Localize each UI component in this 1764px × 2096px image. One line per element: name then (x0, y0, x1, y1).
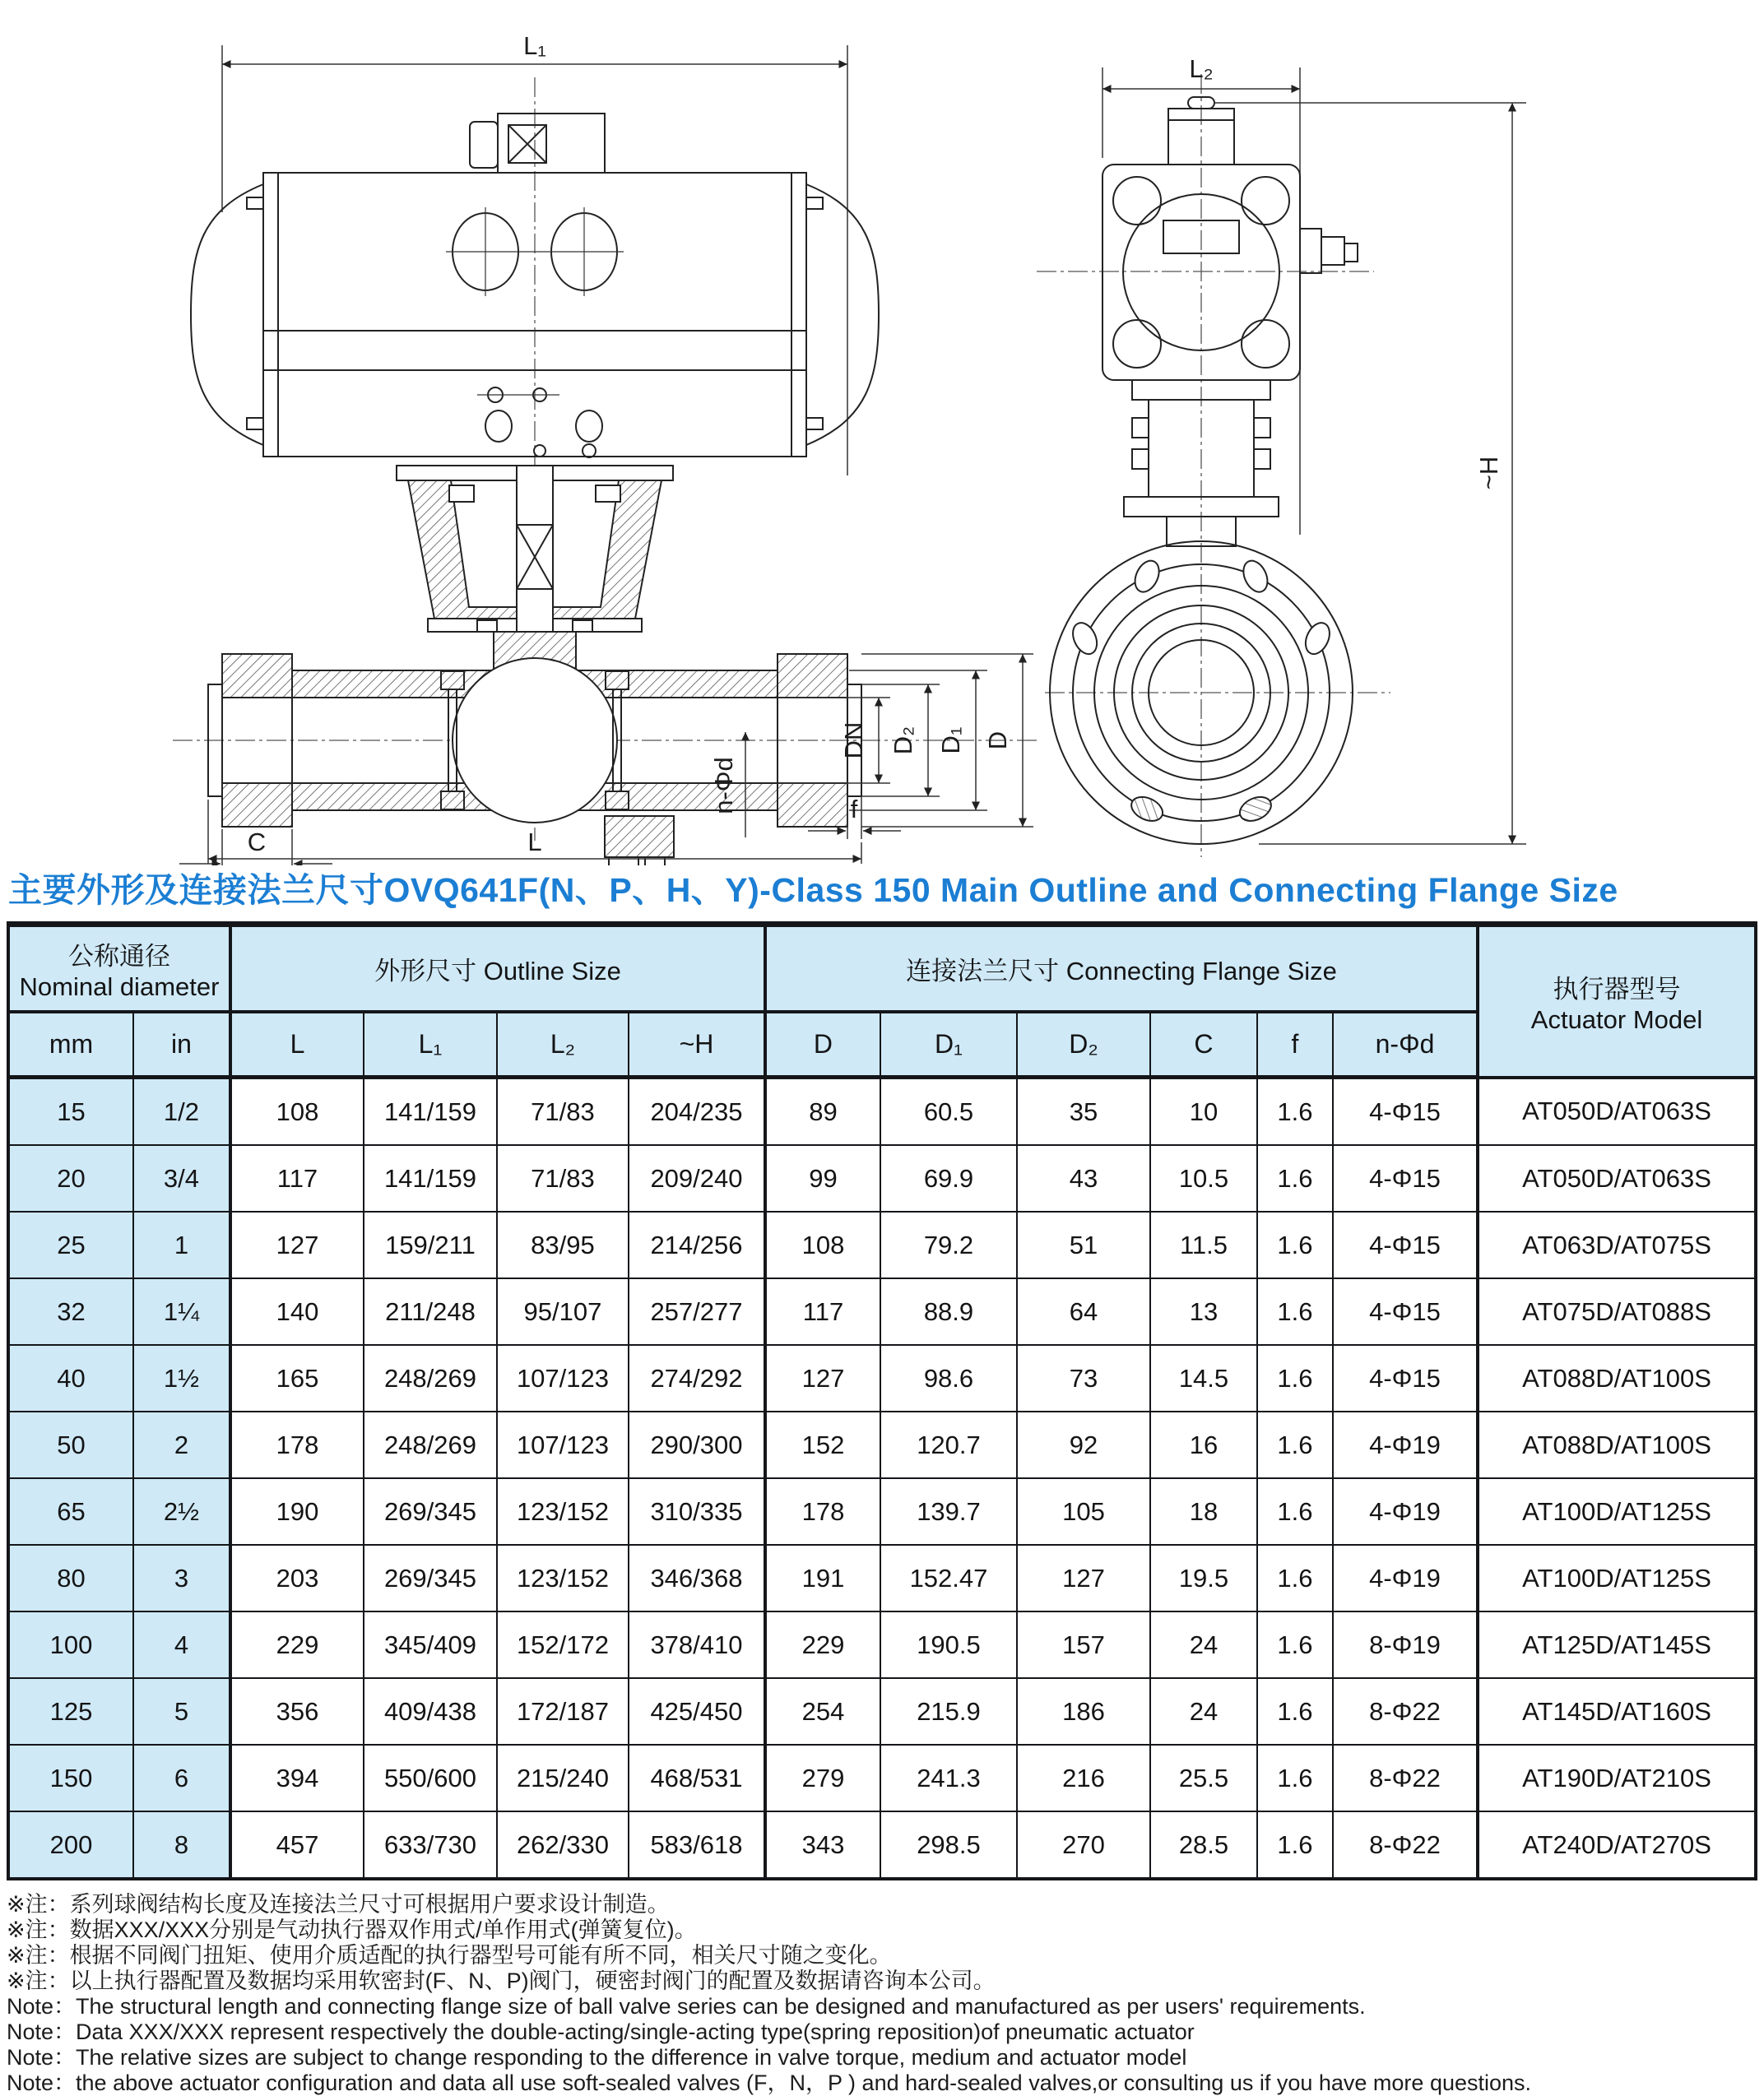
cell-value: 1½ (133, 1345, 230, 1412)
cell-value: 71/83 (497, 1145, 629, 1212)
cell-value: 1.6 (1257, 1278, 1333, 1345)
subheader-mm: mm (8, 1012, 133, 1078)
cell-value: 2½ (133, 1478, 230, 1545)
table-row (8, 1412, 1756, 1478)
cell-value: 79.2 (880, 1212, 1017, 1278)
cell-value: 107/123 (497, 1412, 629, 1478)
cell-value: 290/300 (629, 1412, 765, 1478)
cell-value: 107/123 (497, 1345, 629, 1412)
note-line: ※注：数据XXX/XXX分别是气动执行器双作用式/单作用式(弹簧复位)。 (7, 1917, 697, 1942)
cell-value: 40 (8, 1345, 133, 1412)
cell-value: 88.9 (880, 1278, 1017, 1345)
subheader-D1: D₁ (880, 1012, 1017, 1078)
cell-value: 15 (8, 1078, 133, 1146)
dim-label-n-phi-d: n-Φd (709, 757, 738, 814)
cell-value: 310/335 (629, 1478, 765, 1545)
cell-value: 257/277 (629, 1278, 765, 1345)
cell-value: 98.6 (880, 1345, 1017, 1412)
dim-label-h: ~H (1474, 456, 1503, 490)
cell-value: 105 (1017, 1478, 1150, 1545)
cell-value: 71/83 (497, 1078, 629, 1146)
cell-value: 1.6 (1257, 1212, 1333, 1278)
header-outline-size: 外形尺寸 Outline Size (230, 925, 765, 1012)
cell-value: 18 (1150, 1478, 1257, 1545)
cell-value: 80 (8, 1545, 133, 1611)
bolt-hole (1127, 792, 1166, 825)
cell-value: 425/450 (629, 1678, 765, 1745)
cell-value: 10 (1150, 1078, 1257, 1146)
cell-value: 108 (765, 1212, 880, 1278)
table-row (8, 1478, 1756, 1545)
ball (453, 658, 617, 823)
cell-value: 117 (765, 1278, 880, 1345)
cell-value: 125 (8, 1678, 133, 1745)
cell-value: 262/330 (497, 1811, 629, 1879)
cell-value: 1.6 (1257, 1811, 1333, 1879)
cell-value: 108 (230, 1078, 364, 1146)
cell-value: 1.6 (1257, 1478, 1333, 1545)
bolt-hole (1301, 619, 1334, 657)
cell-value: 141/159 (364, 1145, 497, 1212)
cell-value: 356 (230, 1678, 364, 1745)
cell-value: 186 (1017, 1678, 1150, 1745)
cell-value: 1.6 (1257, 1145, 1333, 1212)
notes-block (7, 1892, 1764, 2096)
cell-value: 35 (1017, 1078, 1150, 1146)
table-row (8, 1278, 1756, 1345)
cell-value: 1¼ (133, 1278, 230, 1345)
table-row (8, 1345, 1756, 1412)
header-actuator-model (1478, 925, 1756, 1078)
cell-actuator-model: AT100D/AT125S (1478, 1478, 1756, 1545)
cell-value: 550/600 (364, 1745, 497, 1811)
cell-value: 409/438 (364, 1678, 497, 1745)
header-nominal-diameter-zh: 公称通径 (67, 941, 170, 971)
cell-value: 89 (765, 1078, 880, 1146)
cell-value: 3 (133, 1545, 230, 1611)
cell-value: 209/240 (629, 1145, 765, 1212)
note-line: Note：The structural length and connecting flange size of ball valve series can be designed and manufactured as per users' requirements. (7, 1994, 1366, 2019)
cell-actuator-model: AT075D/AT088S (1478, 1278, 1756, 1345)
cell-value: 1.6 (1257, 1078, 1333, 1146)
bolt-hole (1068, 619, 1101, 657)
cell-value: 5 (133, 1678, 230, 1745)
dim-label-d: D (983, 730, 1012, 750)
table-row (8, 1678, 1756, 1745)
cell-value: 215/240 (497, 1745, 629, 1811)
subheader-L1: L₁ (364, 1012, 497, 1078)
cell-value: 64 (1017, 1278, 1150, 1345)
subheader-f: f (1257, 1012, 1333, 1078)
cell-value: 117 (230, 1145, 364, 1212)
cell-value: 394 (230, 1745, 364, 1811)
cell-value: 191 (765, 1545, 880, 1611)
cell-value: 95/107 (497, 1278, 629, 1345)
cell-actuator-model: AT240D/AT270S (1478, 1811, 1756, 1879)
cell-value: 152 (765, 1412, 880, 1478)
cell-value: 25 (8, 1212, 133, 1278)
cell-value: 274/292 (629, 1345, 765, 1412)
cell-value: 269/345 (364, 1545, 497, 1611)
table-row (8, 1078, 1756, 1146)
cell-value: 1.6 (1257, 1545, 1333, 1611)
cell-value: 73 (1017, 1345, 1150, 1412)
cell-value: 165 (230, 1345, 364, 1412)
cell-value: 152.47 (880, 1545, 1017, 1611)
subheader-H: ~H (629, 1012, 765, 1078)
cell-value: 178 (230, 1412, 364, 1478)
cell-value: 8-Φ22 (1333, 1811, 1478, 1879)
note-line: ※注：系列球阀结构长度及连接法兰尺寸可根据用户要求设计制造。 (7, 1892, 670, 1917)
cell-value: 1.6 (1257, 1678, 1333, 1745)
subheader-in: in (133, 1012, 230, 1078)
cell-value: 215.9 (880, 1678, 1017, 1745)
cell-value: 346/368 (629, 1545, 765, 1611)
cell-value: 270 (1017, 1811, 1150, 1879)
cell-value: 8-Φ22 (1333, 1678, 1478, 1745)
solenoid-valve-block (470, 114, 617, 173)
cell-value: 24 (1150, 1678, 1257, 1745)
cell-value: 1.6 (1257, 1345, 1333, 1412)
subheader-n-phi-d: n-Φd (1333, 1012, 1478, 1078)
cell-value: 216 (1017, 1745, 1150, 1811)
cell-value: 10.5 (1150, 1145, 1257, 1212)
header-nominal-diameter-en: Nominal diameter (19, 971, 220, 1001)
cell-value: 20 (8, 1145, 133, 1212)
cell-value: 4-Φ15 (1333, 1212, 1478, 1278)
header-nominal-diameter (8, 925, 230, 1012)
cell-value: 200 (8, 1811, 133, 1879)
cell-value: 4-Φ15 (1333, 1278, 1478, 1345)
subheader-L: L (230, 1012, 364, 1078)
cell-value: 229 (230, 1611, 364, 1678)
cell-value: 633/730 (364, 1811, 497, 1879)
cell-value: 150 (8, 1745, 133, 1811)
note-line: ※注：以上执行器配置及数据均采用软密封(F、N、P)阀门，硬密封阀门的配置及数据请咨询本公司。 (7, 1968, 996, 1993)
cell-actuator-model: AT190D/AT210S (1478, 1745, 1756, 1811)
cell-value: 127 (230, 1212, 364, 1278)
cell-value: 69.9 (880, 1145, 1017, 1212)
table-group-header-row (8, 925, 1756, 1012)
cell-value: 140 (230, 1278, 364, 1345)
cell-value: 92 (1017, 1412, 1150, 1478)
cell-value: 178 (765, 1478, 880, 1545)
note-line: ※注：根据不同阀门扭矩、使用介质适配的执行器型号可能有所不同，相关尺寸随之变化。 (7, 1943, 892, 1968)
cell-value: 190.5 (880, 1611, 1017, 1678)
bolt-hole (1239, 557, 1272, 596)
cell-value: 1 (133, 1212, 230, 1278)
cell-value: 13 (1150, 1278, 1257, 1345)
cell-value: 14.5 (1150, 1345, 1257, 1412)
cell-value: 28.5 (1150, 1811, 1257, 1879)
cell-value: 51 (1017, 1212, 1150, 1278)
cell-value: 32 (8, 1278, 133, 1345)
cell-value: 8 (133, 1811, 230, 1879)
dim-label-f: f (850, 795, 858, 823)
table-row (8, 1545, 1756, 1611)
dim-label-l: L (527, 828, 542, 856)
table-row (8, 1811, 1756, 1879)
cell-value: 279 (765, 1745, 880, 1811)
cell-value: 4-Φ19 (1333, 1412, 1478, 1478)
cell-actuator-model: AT145D/AT160S (1478, 1678, 1756, 1745)
cell-value: 254 (765, 1678, 880, 1745)
cell-value: 298.5 (880, 1811, 1017, 1879)
cell-actuator-model: AT050D/AT063S (1478, 1145, 1756, 1212)
table-row (8, 1212, 1756, 1278)
cell-value: 4-Φ19 (1333, 1478, 1478, 1545)
cell-value: 457 (230, 1811, 364, 1879)
cell-value: 8-Φ22 (1333, 1745, 1478, 1811)
cell-value: 3/4 (133, 1145, 230, 1212)
cell-value: 6 (133, 1745, 230, 1811)
cell-actuator-model: AT050D/AT063S (1478, 1078, 1756, 1146)
header-connecting-flange-size: 连接法兰尺寸 Connecting Flange Size (765, 925, 1478, 1012)
cell-value: 123/152 (497, 1478, 629, 1545)
cell-value: 16 (1150, 1412, 1257, 1478)
cell-value: 99 (765, 1145, 880, 1212)
subheader-C: C (1150, 1012, 1257, 1078)
subheader-L2: L₂ (497, 1012, 629, 1078)
cell-value: 60.5 (880, 1078, 1017, 1146)
cell-value: 4-Φ15 (1333, 1345, 1478, 1412)
cell-value: 123/152 (497, 1545, 629, 1611)
cell-value: 8-Φ19 (1333, 1611, 1478, 1678)
note-line: Note：the above actuator configuration and data all use soft-sealed valves (F，N，P ) and hard-sealed valves,or consulting us if you have more questions. (7, 2070, 1532, 2095)
page-title: 主要外形及连接法兰尺寸OVQ641F(N、P、H、Y)-Class 150 Main Outline and Connecting Flange Size (8, 871, 1618, 909)
cell-value: 343 (765, 1811, 880, 1879)
dim-label-d2: D₂ (889, 726, 917, 755)
cell-value: 24 (1150, 1611, 1257, 1678)
cell-value: 241.3 (880, 1745, 1017, 1811)
cell-value: 1/2 (133, 1078, 230, 1146)
cell-value: 214/256 (629, 1212, 765, 1278)
cell-value: 211/248 (364, 1278, 497, 1345)
cell-value: 4-Φ15 (1333, 1078, 1478, 1146)
dim-label-c: C (247, 828, 267, 856)
drain-plug (605, 816, 674, 857)
cell-value: 65 (8, 1478, 133, 1545)
dimension-table (7, 921, 1757, 1880)
cell-value: 157 (1017, 1611, 1150, 1678)
cell-value: 2 (133, 1412, 230, 1478)
cell-actuator-model: AT100D/AT125S (1478, 1545, 1756, 1611)
table-row (8, 1145, 1756, 1212)
cell-value: 152/172 (497, 1611, 629, 1678)
cell-value: 159/211 (364, 1212, 497, 1278)
bolt-hole (1130, 557, 1163, 596)
bolt-hole (1236, 792, 1274, 825)
cell-value: 468/531 (629, 1745, 765, 1811)
cell-value: 229 (765, 1611, 880, 1678)
cell-value: 4 (133, 1611, 230, 1678)
cell-value: 11.5 (1150, 1212, 1257, 1278)
cell-value: 139.7 (880, 1478, 1017, 1545)
valve-side-view-drawing (1037, 54, 1526, 857)
cell-actuator-model: AT088D/AT100S (1478, 1412, 1756, 1478)
header-actuator-model-zh: 执行器型号 (1553, 974, 1681, 1004)
cell-value: 4-Φ15 (1333, 1145, 1478, 1212)
cell-value: 141/159 (364, 1078, 497, 1146)
cell-value: 127 (1017, 1545, 1150, 1611)
cell-value: 204/235 (629, 1078, 765, 1146)
cell-value: 203 (230, 1545, 364, 1611)
cell-value: 378/410 (629, 1611, 765, 1678)
cell-value: 25.5 (1150, 1745, 1257, 1811)
cell-value: 1.6 (1257, 1611, 1333, 1678)
cell-value: 1.6 (1257, 1412, 1333, 1478)
note-line: Note：Data XXX/XXX represent respectively the double-acting/single-acting type(spring reposition)of pneumatic actuator (7, 2019, 1195, 2044)
cell-value: 19.5 (1150, 1545, 1257, 1611)
cell-value: 1.6 (1257, 1745, 1333, 1811)
actuator-end-view (1102, 97, 1358, 380)
subheader-D2: D₂ (1017, 1012, 1150, 1078)
cell-value: 50 (8, 1412, 133, 1478)
table-body (8, 1078, 1756, 1880)
cell-value: 4-Φ19 (1333, 1545, 1478, 1611)
cell-value: 345/409 (364, 1611, 497, 1678)
dim-label-d1: D₁ (936, 726, 965, 754)
table-row (8, 1611, 1756, 1678)
cell-value: 583/618 (629, 1811, 765, 1879)
header-actuator-model-en: Actuator Model (1530, 1004, 1703, 1034)
dim-label-l2: L₂ (1189, 54, 1214, 83)
table-row (8, 1745, 1756, 1811)
dim-label-dn: DN (839, 721, 868, 759)
cell-value: 120.7 (880, 1412, 1017, 1478)
cell-actuator-model: AT125D/AT145S (1478, 1611, 1756, 1678)
cell-actuator-model: AT088D/AT100S (1478, 1345, 1756, 1412)
valve-front-view-drawing (173, 31, 1041, 865)
cell-value: 43 (1017, 1145, 1150, 1212)
cell-value: 269/345 (364, 1478, 497, 1545)
subheader-D: D (765, 1012, 880, 1078)
cell-value: 172/187 (497, 1678, 629, 1745)
cell-value: 248/269 (364, 1345, 497, 1412)
cell-actuator-model: AT063D/AT075S (1478, 1212, 1756, 1278)
cell-value: 127 (765, 1345, 880, 1412)
cell-value: 83/95 (497, 1212, 629, 1278)
dim-label-l1: L₁ (523, 31, 546, 60)
cell-value: 248/269 (364, 1412, 497, 1478)
technical-drawings (0, 0, 1764, 865)
note-line: Note：The relative sizes are subject to change responding to the difference in valve torque, medium and actuator model (7, 2045, 1187, 2070)
cell-value: 100 (8, 1611, 133, 1678)
cell-value: 190 (230, 1478, 364, 1545)
